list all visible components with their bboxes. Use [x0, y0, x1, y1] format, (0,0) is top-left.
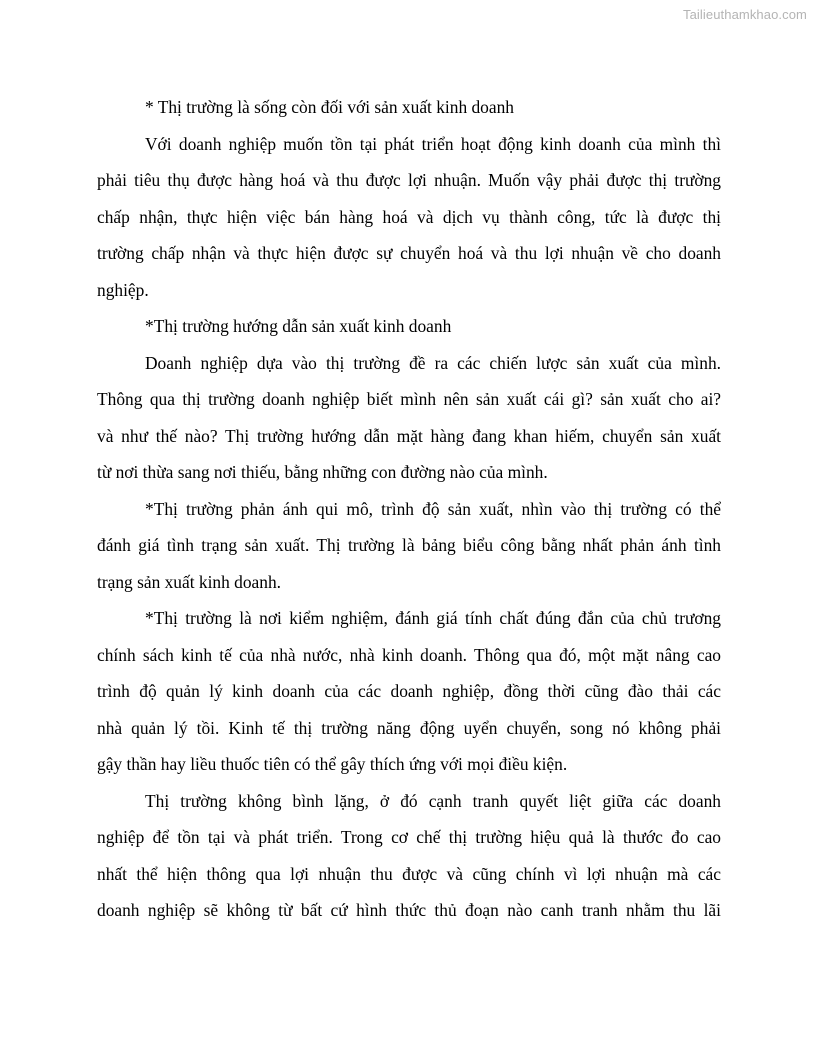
text-line: nhất thể hiện thông qua lợi nhuận thu được và cũng chính vì lợi nhuận mà các — [97, 863, 721, 884]
text-line: nghiệp để tồn tại và phát triển. Trong cơ chế thị trường hiệu quả là thước đo cao — [97, 827, 721, 847]
text-line: nhà quản lý tồi. Kinh tế thị trường năng động uyển chuyển, song nó không phải — [97, 717, 721, 738]
text-line: nghiệp. — [97, 279, 149, 300]
text-line: *Thị trường là nơi kiểm nghiệm, đánh giá tính chất đúng đắn của chủ trương — [145, 608, 721, 628]
text-line: chấp nhận, thực hiện việc bán hàng hoá và dịch vụ thành công, tức là được thị — [97, 206, 721, 227]
text-line: Thị trường không bình lặng, ở đó cạnh tranh quyết liệt giữa các doanh — [145, 790, 721, 811]
text-line: doanh nghiệp sẽ không từ bất cứ hình thức thủ đoạn nào canh tranh nhằm thu lãi — [97, 900, 721, 920]
document-body — [97, 92, 721, 932]
section-heading-market-survival: * Thị trường là sống còn đối với sản xuất kinh doanh — [145, 97, 514, 117]
text-line: gậy thần hay liều thuốc tiên có thể gây thích ứng với mọi điều kiện. — [97, 754, 568, 774]
text-line: trình độ quản lý kinh doanh của các doanh nghiệp, đồng thời cũng đào thải các — [97, 681, 721, 701]
text-line: chính sách kinh tế của nhà nước, nhà kinh doanh. Thông qua đó, một mặt nâng cao — [97, 644, 721, 665]
text-line: trường chấp nhận và thực hiện được sự chuyển hoá và thu lợi nhuận về cho doanh — [97, 243, 721, 263]
text-line: đánh giá tình trạng sản xuất. Thị trường là bảng biểu công bằng nhất phản ánh tình — [97, 535, 721, 555]
text-line: trạng sản xuất kinh doanh. — [97, 571, 282, 592]
text-line: Doanh nghiệp dựa vào thị trường đề ra các chiến lược sản xuất của mình. — [145, 352, 721, 373]
text-line: từ nơi thừa sang nơi thiếu, bằng những con đường nào của mình. — [97, 462, 548, 482]
text-line: Thông qua thị trường doanh nghiệp biết mình nên sản xuất cái gì? sản xuất cho ai? — [97, 389, 721, 409]
watermark: Tailieuthamkhao.com — [682, 7, 807, 22]
text-line: *Thị trường phản ánh qui mô, trình độ sản xuất, nhìn vào thị trường có thể — [145, 498, 721, 519]
text-line: Với doanh nghiệp muốn tồn tại phát triển hoạt động kinh doanh của mình thì — [145, 133, 721, 154]
text-line: và như thế nào? Thị trường hướng dẫn mặt hàng đang khan hiếm, chuyển sản xuất — [97, 425, 721, 446]
section-heading-market-guides: *Thị trường hướng dẫn sản xuất kinh doanh — [145, 316, 452, 336]
text-line: phải tiêu thụ được hàng hoá và thu được lợi nhuận. Muốn vậy phải được thị trường — [97, 170, 721, 190]
